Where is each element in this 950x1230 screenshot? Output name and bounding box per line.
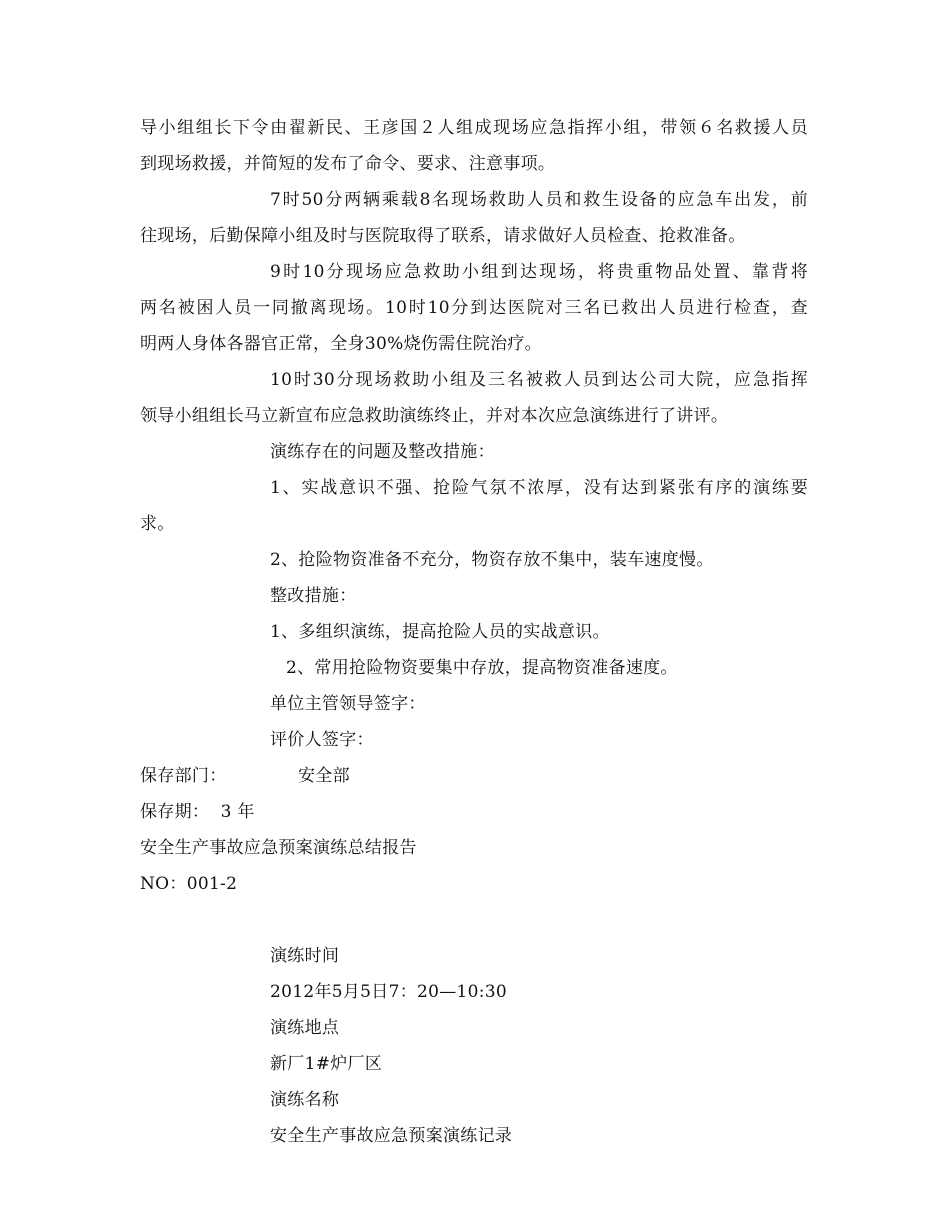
paragraph-1-line-2: 到现场救援，并简短的发布了命令、要求、注意事项。 [140,154,556,174]
paragraph-3-line-2: 两名被困人员一同撤离现场。10时10分到达医院对三名已救出人员进行检查，查 [140,298,808,318]
paragraph-4-line-1: 10时30分现场救助小组及三名被救人员到达公司大院，应急指挥 [270,370,808,390]
measure-item-1: 1、多组织演练，提高抢险人员的实战意识。 [270,622,610,642]
next-report-number: NO：001-2 [140,874,238,894]
paragraph-2-line-1: 7时50分两辆乘载8名现场救助人员和救生设备的应急车出发，前 [270,190,808,210]
archive-dept-label: 保存部门： [140,766,227,786]
issue-item-1-line-2: 求。 [140,514,175,534]
issue-item-2: 2、抢险物资准备不充分，物资存放不集中，装车速度慢。 [270,550,714,570]
evaluator-signature-label: 评价人签字： [270,730,374,750]
paragraph-1-line-1: 导小组组长下令由翟新民、王彦国２人组成现场应急指挥小组，带领６名救援人员 [140,118,808,138]
archive-period: 保存期： 3 年 [140,802,255,822]
paragraph-2-line-2: 往现场，后勤保障小组及时与医院取得了联系，请求做好人员检查、抢救准备。 [140,226,746,246]
drill-location-value: 新厂1#炉厂区 [270,1054,383,1074]
next-report-title: 安全生产事故应急预案演练总结报告 [140,838,417,858]
drill-name-label: 演练名称 [270,1090,340,1110]
drill-time-label: 演练时间 [270,946,340,966]
measure-item-2: 2、常用抢险物资要集中存放，提高物资准备速度。 [286,658,678,678]
paragraph-4-line-2: 领导小组组长马立新宣布应急救助演练终止，并对本次应急演练进行了讲评。 [140,406,729,426]
drill-name-value: 安全生产事故应急预案演练记录 [270,1126,513,1146]
issues-heading: 演练存在的问题及整改措施： [270,442,495,462]
leader-signature-label: 单位主管领导签字： [270,694,426,714]
paragraph-3-line-3: 明两人身体各器官正常，全身30%烧伤需住院治疗。 [140,334,542,354]
measures-heading: 整改措施： [270,586,357,606]
drill-time-value: 2012年5月5日7：20—10:30 [270,982,508,1002]
drill-location-label: 演练地点 [270,1018,340,1038]
issue-item-1-line-1: 1、实战意识不强、抢险气氛不浓厚，没有达到紧张有序的演练要 [270,478,808,498]
archive-dept-value: 安全部 [298,766,350,786]
paragraph-3-line-1: 9时10分现场应急救助小组到达现场，将贵重物品处置、靠背将 [270,262,808,282]
